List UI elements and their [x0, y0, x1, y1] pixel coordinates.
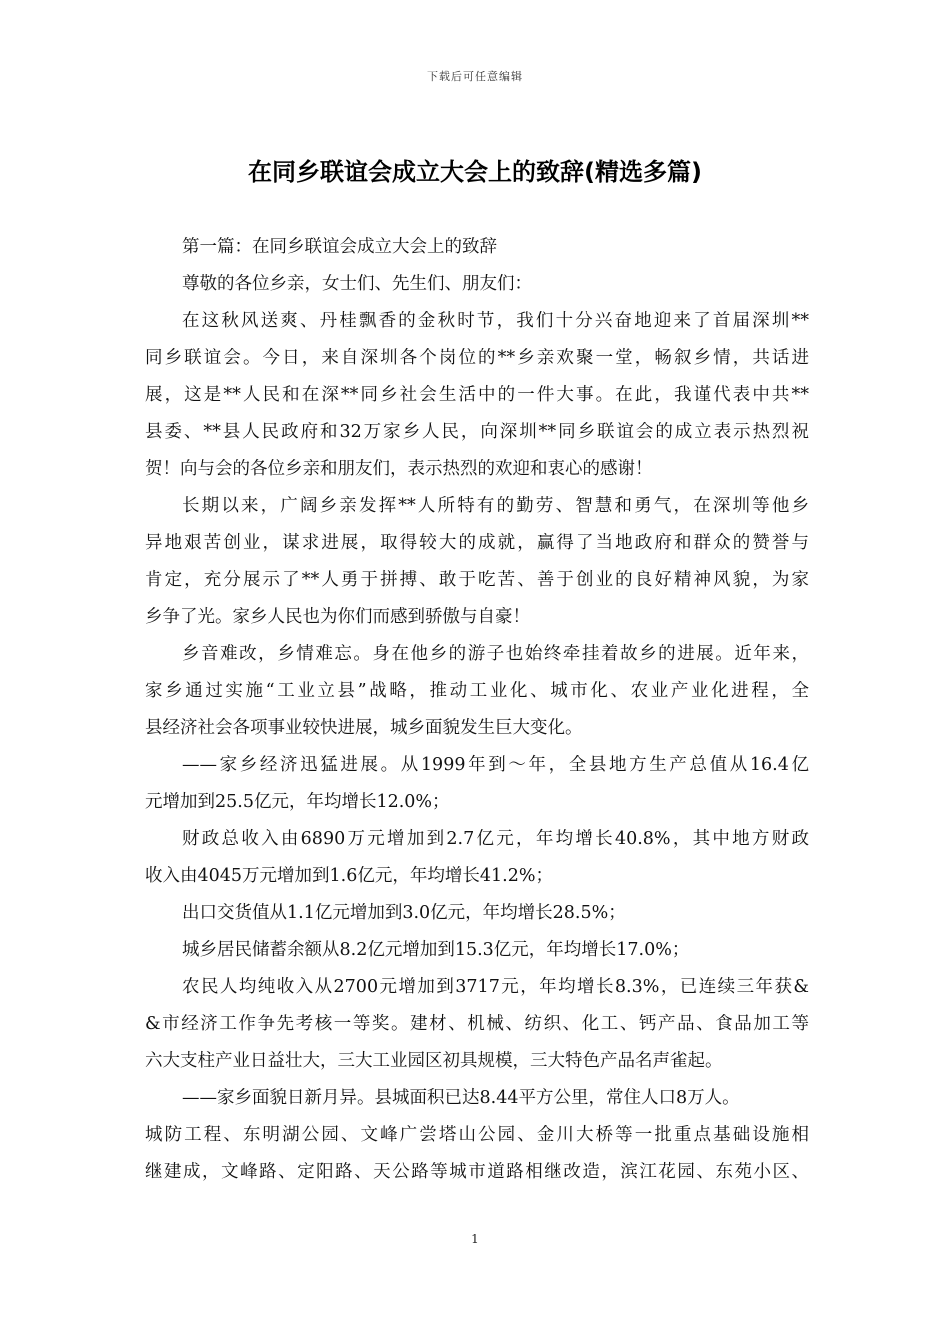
text-line: 财政总收入由6890万元增加到2.7亿元，年均增长40.8%，其中地方财政	[182, 829, 809, 849]
text-line: 出口交货值从1.1亿元增加到3.0亿元，年均增长28.5%；	[182, 903, 626, 923]
text-line: &市经济工作争先考核一等奖。建材、机械、纺织、化工、钙产品、食品加工等	[145, 1014, 809, 1034]
text-line: 元增加到25.5亿元，年均增长12.0%；	[145, 792, 450, 812]
text-line: 收入由4045万元增加到1.6亿元，年均增长41.2%；	[145, 866, 553, 886]
document-body	[145, 229, 809, 1191]
text-line: 农民人均纯收入从2700元增加到3717元，年均增长8.3%，已连续三年获&	[182, 977, 809, 997]
text-line: ——家乡面貌日新月异。县城面积已达8.44平方公里，常住人口8万人。	[182, 1088, 740, 1108]
text-line: 展，这是**人民和在深**同乡社会生活中的一件大事。在此，我谨代表中共**	[145, 385, 809, 405]
text-line: ——家乡经济迅猛进展。从1999年到～年，全县地方生产总值从16.4亿	[182, 755, 809, 775]
text-line: 乡争了光。家乡人民也为你们而感到骄傲与自豪！	[145, 607, 530, 627]
text-line: 异地艰苦创业，谋求进展，取得较大的成就，赢得了当地政府和群众的赞誉与	[145, 533, 809, 553]
text-line: 继建成，文峰路、定阳路、天公路等城市道路相继改造，滨江花园、东苑小区、	[145, 1162, 809, 1182]
text-line: 家乡通过实施“工业立县”战略，推动工业化、城市化、农业产业化进程，全	[145, 681, 809, 701]
text-line: 县经济社会各项事业较快进展，城乡面貌发生巨大变化。	[145, 718, 583, 738]
document-title: 在同乡联谊会成立大会上的致辞(精选多篇)	[248, 158, 702, 186]
text-line: 县委、**县人民政府和32万家乡人民，向深圳**同乡联谊会的成立表示热烈祝	[145, 422, 809, 442]
text-line: 贺！向与会的各位乡亲和朋友们，表示热烈的欢迎和衷心的感谢！	[145, 459, 653, 479]
text-line: 长期以来，广阔乡亲发挥**人所特有的勤劳、智慧和勇气，在深圳等他乡	[182, 496, 809, 516]
text-line: 第一篇：在同乡联谊会成立大会上的致辞	[182, 237, 497, 257]
page-header-note: 下载后可任意编辑	[427, 70, 523, 83]
text-line: 城乡居民储蓄余额从8.2亿元增加到15.3亿元，年均增长17.0%；	[182, 940, 690, 960]
text-line: 同乡联谊会。今日，来自深圳各个岗位的**乡亲欢聚一堂，畅叙乡情，共话进	[145, 348, 809, 368]
text-line: 乡音难改，乡情难忘。身在他乡的游子也始终牵挂着故乡的进展。近年来，	[182, 644, 809, 664]
text-line: 肯定，充分展示了**人勇于拼搏、敢于吃苦、善于创业的良好精神风貌，为家	[145, 570, 809, 590]
text-line: 尊敬的各位乡亲，女士们、先生们、朋友们：	[182, 274, 532, 294]
text-line: 六大支柱产业日益壮大，三大工业园区初具规模，三大特色产品名声雀起。	[145, 1051, 723, 1071]
text-line: 城防工程、东明湖公园、文峰广尝塔山公园、金川大桥等一批重点基础设施相	[145, 1125, 809, 1145]
page-number: 1	[471, 1232, 479, 1246]
text-line: 在这秋风送爽、丹桂飘香的金秋时节，我们十分兴奋地迎来了首届深圳**	[182, 311, 809, 331]
